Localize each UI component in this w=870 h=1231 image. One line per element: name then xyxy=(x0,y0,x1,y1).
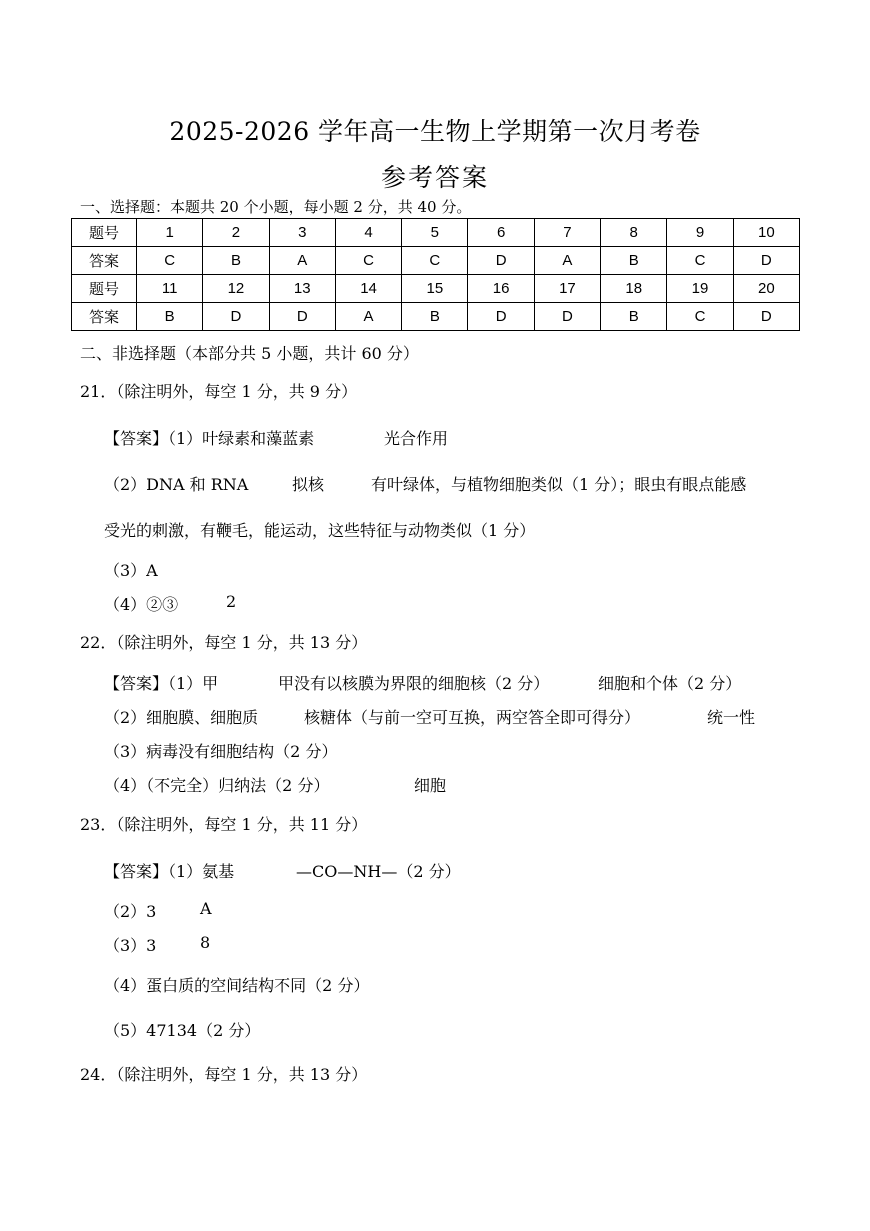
answer-table xyxy=(71,218,800,331)
table-row xyxy=(72,303,800,331)
q22-answer-1c: 细胞和个体（2 分） xyxy=(598,674,742,693)
q21-answer-2a: （2）DNA 和 RNA xyxy=(104,475,249,494)
section1-heading: 一、选择题：本题共 20 个小题，每小题 2 分，共 40 分。 xyxy=(80,198,472,216)
q23-answer-3a: （3）3 xyxy=(104,936,157,955)
q23-answer-1a: 【答案】（1）氨基 xyxy=(104,862,235,881)
section2-heading: 二、非选择题（本部分共 5 小题，共计 60 分） xyxy=(80,344,419,363)
table-cell: A xyxy=(335,303,401,331)
row-label-answer: 答案 xyxy=(72,303,137,331)
table-cell: 15 xyxy=(402,275,468,303)
table-cell: D xyxy=(468,303,534,331)
table-cell: B xyxy=(402,303,468,331)
table-cell: A xyxy=(534,247,600,275)
table-cell: 17 xyxy=(534,275,600,303)
q22-answer-2c: 统一性 xyxy=(707,708,756,727)
q22-answer-4b: 细胞 xyxy=(414,776,447,795)
q23-answer-1b: —CO—NH—（2 分） xyxy=(296,862,461,881)
q21-answer-2c: 有叶绿体，与植物细胞类似（1 分）；眼虫有眼点能感 xyxy=(371,475,747,494)
table-cell: C xyxy=(335,247,401,275)
q22-answer-2a: （2）细胞膜、细胞质 xyxy=(104,708,259,727)
table-cell: 19 xyxy=(667,275,733,303)
table-cell: B xyxy=(601,303,667,331)
page-title: 2025-2026 学年高一生物上学期第一次月考卷 xyxy=(169,117,701,146)
q21-header: 21．（除注明外，每空 1 分，共 9 分） xyxy=(80,382,358,401)
q21-answer-2d: 受光的刺激，有鞭毛，能运动，这些特征与动物类似（1 分） xyxy=(104,521,536,540)
q23-header: 23．（除注明外，每空 1 分，共 11 分） xyxy=(80,815,368,834)
table-cell: D xyxy=(468,247,534,275)
q22-answer-3: （3）病毒没有细胞结构（2 分） xyxy=(104,742,338,761)
table-cell: 11 xyxy=(137,275,203,303)
table-cell: 16 xyxy=(468,275,534,303)
table-cell: 14 xyxy=(335,275,401,303)
q22-header: 22．（除注明外，每空 1 分，共 13 分） xyxy=(80,633,368,652)
table-cell: D xyxy=(733,303,799,331)
page-subtitle: 参考答案 xyxy=(380,163,489,192)
q22-answer-4a: （4）（不完全）归纳法（2 分） xyxy=(104,776,330,795)
table-row xyxy=(72,247,800,275)
q21-answer-2b: 拟核 xyxy=(292,475,325,494)
q23-answer-3b: 8 xyxy=(200,933,211,952)
q23-answer-5: （5）47134（2 分） xyxy=(104,1021,261,1040)
table-cell: 20 xyxy=(733,275,799,303)
table-cell: 5 xyxy=(402,219,468,247)
table-cell: B xyxy=(137,303,203,331)
q21-answer-1b: 光合作用 xyxy=(384,429,449,448)
q23-answer-4: （4）蛋白质的空间结构不同（2 分） xyxy=(104,976,370,995)
table-cell: B xyxy=(601,247,667,275)
table-cell: 4 xyxy=(335,219,401,247)
q24-header: 24．（除注明外，每空 1 分，共 13 分） xyxy=(80,1065,368,1084)
q22-answer-1a: 【答案】（1）甲 xyxy=(104,674,219,693)
table-cell: C xyxy=(402,247,468,275)
table-cell: D xyxy=(733,247,799,275)
row-label-question: 题号 xyxy=(72,219,137,247)
table-cell: 18 xyxy=(601,275,667,303)
table-cell: 12 xyxy=(203,275,269,303)
row-label-answer: 答案 xyxy=(72,247,137,275)
table-cell: 6 xyxy=(468,219,534,247)
q23-answer-2a: （2）3 xyxy=(104,902,157,921)
table-row xyxy=(72,219,800,247)
table-cell: C xyxy=(667,247,733,275)
table-cell: C xyxy=(137,247,203,275)
table-cell: C xyxy=(667,303,733,331)
table-cell: D xyxy=(203,303,269,331)
table-cell: A xyxy=(269,247,335,275)
table-cell: 9 xyxy=(667,219,733,247)
q21-answer-4a: （4）②③ xyxy=(104,595,179,614)
q22-answer-2b: 核糖体（与前一空可互换，两空答全即可得分） xyxy=(304,708,641,727)
table-cell: 7 xyxy=(534,219,600,247)
table-cell: D xyxy=(269,303,335,331)
row-label-question: 题号 xyxy=(72,275,137,303)
q22-answer-1b: 甲没有以核膜为界限的细胞核（2 分） xyxy=(278,674,550,693)
table-cell: B xyxy=(203,247,269,275)
table-row xyxy=(72,275,800,303)
q21-answer-3: （3）A xyxy=(104,561,158,580)
table-cell: 3 xyxy=(269,219,335,247)
table-cell: 1 xyxy=(137,219,203,247)
table-cell: 10 xyxy=(733,219,799,247)
q21-answer-1a: 【答案】（1）叶绿素和藻蓝素 xyxy=(104,429,315,448)
table-cell: 2 xyxy=(203,219,269,247)
q21-answer-4b: 2 xyxy=(226,592,237,611)
table-cell: 13 xyxy=(269,275,335,303)
table-cell: 8 xyxy=(601,219,667,247)
q23-answer-2b: A xyxy=(200,899,212,918)
table-cell: D xyxy=(534,303,600,331)
